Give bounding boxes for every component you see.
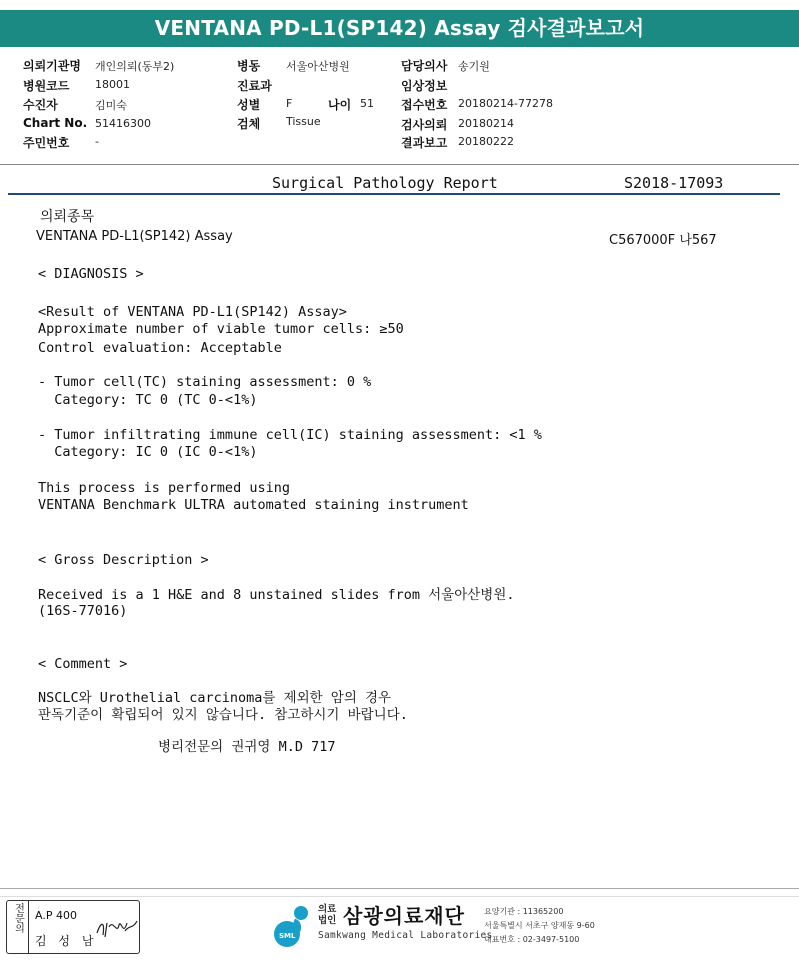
sex-label: 성별: [237, 98, 261, 112]
recipient-label: 수진자: [23, 98, 58, 112]
pathologist-signature-line: 병리전문의 권귀영 M.D 717: [158, 739, 336, 755]
receipt-no-value: 20180214-77278: [458, 97, 553, 110]
request-date-value: 20180214: [458, 117, 514, 130]
request-date-label: 검사의뢰: [401, 118, 448, 132]
diagnosis-line: Control evaluation: Acceptable: [38, 340, 282, 356]
hospital-code-value: 18001: [95, 78, 130, 91]
specimen-value: Tissue: [286, 115, 321, 128]
ic-assessment-line: - Tumor infiltrating immune cell(IC) staining assessment: <1 %: [38, 427, 542, 443]
gross-heading: < Gross Description >: [38, 552, 209, 568]
hospital-code-label: 병원코드: [23, 79, 70, 93]
chart-no-label: Chart No.: [23, 116, 88, 130]
request-item-label: 의뢰종목: [40, 209, 95, 225]
institution-label: 의뢰기관명: [23, 59, 81, 73]
report-number: S2018-17093: [624, 174, 724, 192]
diagnosis-line: Approximate number of viable tumor cells: ≥50: [38, 321, 404, 337]
logo-english-name: Samkwang Medical Laboratories: [318, 930, 493, 941]
gross-line: (16S-77016): [38, 603, 128, 619]
doctor-value: 송기원: [458, 60, 490, 73]
comment-line: 판독기준이 확립되어 있지 않습니다. 참고하시기 바랍니다.: [38, 707, 408, 723]
ap-number: A.P 400: [35, 909, 77, 922]
gross-line: Received is a 1 H&E and 8 unstained slides from 서울아산병원.: [38, 587, 515, 603]
resident-no-value: -: [95, 135, 99, 148]
specialist-tag: [7, 901, 29, 953]
report-title-underline: [8, 193, 780, 195]
doctor-label: 담당의사: [401, 59, 448, 73]
lab-address: 서울특별시 서초구 양재동 9-60: [484, 921, 595, 930]
footer-divider-secondary: [0, 896, 799, 897]
process-line: This process is performed using: [38, 480, 290, 496]
process-line: VENTANA Benchmark ULTRA automated staining instrument: [38, 497, 469, 513]
request-code: C567000F 나567: [609, 233, 717, 248]
receipt-no-label: 접수번호: [401, 98, 448, 112]
age-label: 나이: [328, 98, 352, 112]
specialist-tag-text: 전문의: [12, 903, 24, 933]
institution-value: 개인의뢰(동부2): [95, 60, 175, 73]
recipient-value: 김미숙: [95, 99, 127, 112]
lab-phone: 대표번호 : 02-3497-5100: [484, 935, 580, 944]
chart-no-value: 51416300: [95, 117, 151, 130]
request-item-value: VENTANA PD-L1(SP142) Assay: [36, 229, 233, 244]
lab-code: 요양기관 : 11365200: [484, 907, 564, 916]
lab-contact-info: [484, 905, 595, 947]
resident-no-label: 주민번호: [23, 136, 70, 150]
header-divider: [0, 164, 799, 165]
logo-legal-tag: 의료 법인: [318, 904, 337, 926]
ic-category-line: Category: IC 0 (IC 0-<1%): [38, 444, 258, 460]
signature-box: [6, 900, 140, 954]
comment-heading: < Comment >: [38, 656, 128, 672]
logo-name: 삼광의료재단: [343, 904, 465, 928]
report-type-title: Surgical Pathology Report: [272, 174, 498, 192]
patient-info-section: [0, 55, 799, 150]
department-label: 진료과: [237, 79, 272, 93]
report-title-bar: VENTANA PD-L1(SP142) Assay 검사결과보고서: [0, 10, 799, 47]
tc-category-line: Category: TC 0 (TC 0-<1%): [38, 392, 258, 408]
sex-value: F: [286, 97, 293, 110]
report-date-value: 20180222: [458, 135, 514, 148]
specimen-label: 검체: [237, 117, 261, 131]
diagnosis-line: <Result of VENTANA PD-L1(SP142) Assay>: [38, 304, 347, 320]
footer-divider: [0, 888, 799, 889]
sml-logo-icon: [270, 901, 318, 949]
ward-value: 서울아산병원: [286, 60, 350, 73]
ward-label: 병동: [237, 59, 261, 73]
specialist-name: 김 성 남: [35, 934, 98, 948]
tc-assessment-line: - Tumor cell(TC) staining assessment: 0 %: [38, 374, 372, 390]
clinical-info-label: 임상정보: [401, 79, 448, 93]
diagnosis-heading: < DIAGNOSIS >: [38, 266, 144, 282]
age-value: 51: [360, 97, 374, 110]
handwritten-signature: [95, 915, 139, 941]
logo-mark-text: SML: [279, 932, 296, 940]
comment-line: NSCLC와 Urothelial carcinoma를 제외한 암의 경우: [38, 690, 392, 706]
report-date-label: 결과보고: [401, 136, 448, 150]
